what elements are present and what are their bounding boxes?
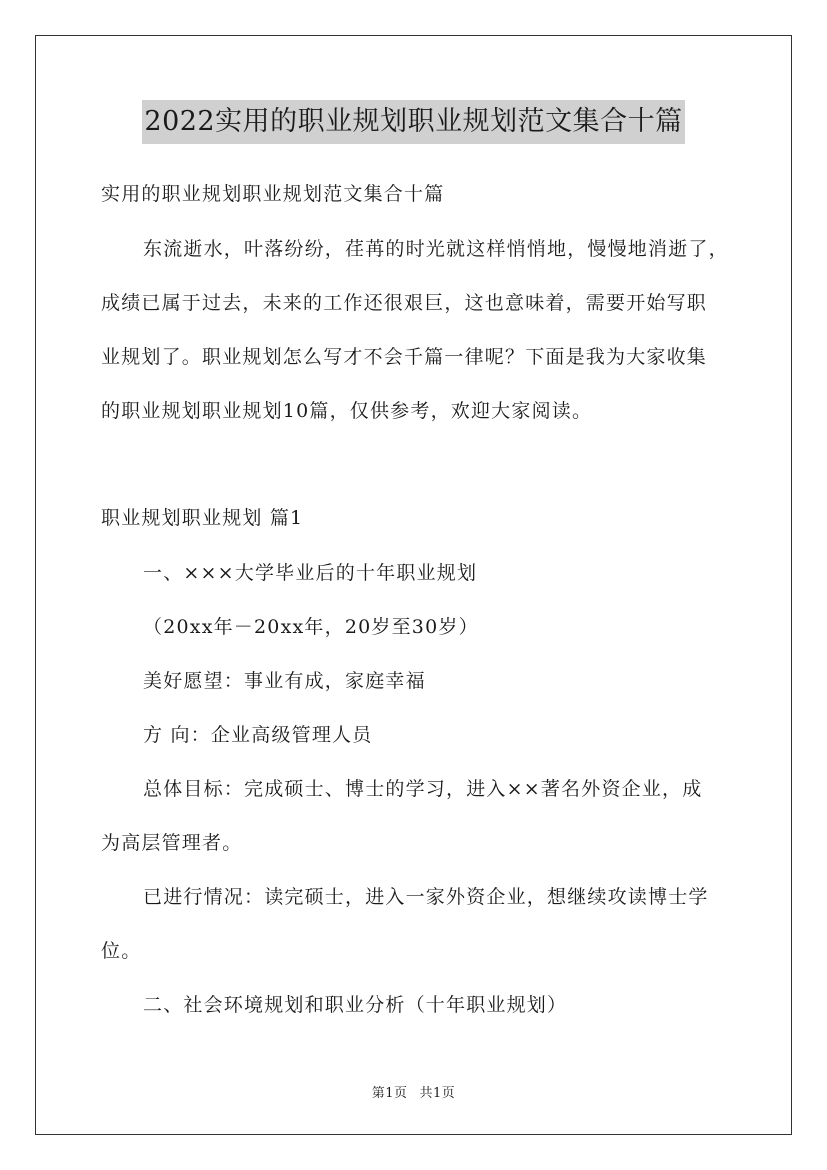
page-footer: [0, 1082, 827, 1101]
document-title: [0, 100, 827, 144]
section-heading: 职业规划职业规划 篇1: [101, 507, 304, 529]
period-line: （20xx年－20xx年，20岁至30岁）: [143, 616, 479, 638]
item-one-heading: 一、×××大学毕业后的十年职业规划: [143, 562, 478, 584]
progress-line-2: 位。: [101, 940, 142, 962]
intro-line-1: 东流逝水，叶落纷纷，荏苒的时光就这样悄悄地，慢慢地消逝了，: [143, 238, 729, 260]
intro-line-3: 业规划了。职业规划怎么写才不会千篇一律呢？下面是我为大家收集: [101, 346, 708, 368]
page-total: 共1页: [419, 1086, 456, 1101]
intro-line-4: 的职业规划职业规划10篇，仅供参考，欢迎大家阅读。: [101, 400, 593, 422]
document-subtitle: 实用的职业规划职业规划范文集合十篇: [101, 183, 445, 205]
wish-line: 美好愿望：事业有成，家庭幸福: [143, 670, 426, 692]
goal-line-1: 总体目标：完成硕士、博士的学习，进入××著名外资企业，成: [143, 778, 703, 800]
document-title-text: 2022实用的职业规划职业规划范文集合十篇: [142, 100, 684, 144]
progress-line-1: 已进行情况：读完硕士，进入一家外资企业，想继续攻读博士学: [143, 886, 709, 908]
goal-line-2: 为高层管理者。: [101, 832, 243, 854]
direction-line: 方 向：企业高级管理人员: [143, 724, 373, 746]
intro-line-2: 成绩已属于过去，未来的工作还很艰巨，这也意味着，需要开始写职: [101, 292, 708, 314]
item-two-heading: 二、社会环境规划和职业分析（十年职业规划）: [143, 994, 568, 1016]
page-number: 第1页: [371, 1086, 408, 1101]
